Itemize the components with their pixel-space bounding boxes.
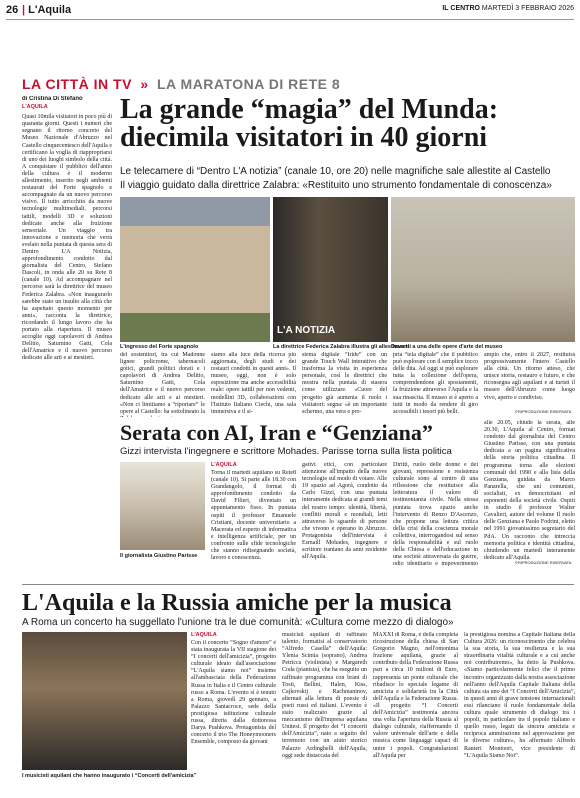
photo-caption-3: Davanti a una delle opere d'arte del museo [391, 344, 503, 350]
article1-headline [120, 96, 575, 152]
article1-headline-line1: La grande “magia” del Munda: [120, 94, 499, 125]
article3-column-2: musicisti aquilani di raffinato talento, formatisi al conservatorio “Alfredo Casella” dell'Aquila: Ylenia Scimia (soprano), Andrea Petricca (violinista) e Margareth Coda (pianista), che ha eseguito un raffinato programma con brani di Tosti, Bellini, Halen, Kiss, Cajkovskij e Rachmaninov, alternati alla lettura di poesie di poeti russi ed italiani. L'evento è stato realizzato grazie al meccanismo dell'impresa aquilana Unitest. Il progetto dei “I concerti dell'Amicizia”, nato a seguito del terremoto con un aiuto storico Palazzo Ardinghelli dell'Aquila, oggi sede distaccata del [282, 632, 367, 759]
newspaper-brand [442, 5, 574, 12]
section-marker: | [22, 4, 26, 16]
article2-headline: Serata con AI, Iran e “Genziana” [120, 420, 433, 445]
issue-date: MARTEDÌ 3 FEBBRAIO 2026 [481, 5, 574, 12]
article3-column-3: MAXXI di Roma, è della completa ricostruzione della chiesa di San Gregorio Magno, nell'omonima frazione aquilana, grazie al contributo della Federazione Russa pari a circa 10 milioni di Euro, rappresenta un ponte culturale che ribadisce lo speciale legame di amicizia e solidarietà tra la Città dell'Aquila e la Federazione Russa. «Il progetto “I Concerti dell'Amicizia” testimonia ancora una volta l'apertura della Russia al dialogo culturale, riaffermando il valore universale dell'arte e della musica come linguaggi capaci di unire i popoli. Congratulazioni all'Aquila per [373, 632, 458, 759]
article2-copyright: ©RIPRODUZIONE RISERVATA [515, 560, 572, 565]
place-tag [22, 104, 112, 111]
article1-deck-1: Le telecamere di “Dentro L'A notizia” (canale 10, ore 20) nelle magnifiche sale allestite al Castello [120, 166, 551, 177]
article3-deck: A Roma un concerto ha suggellato l'unione tra le due comunità: «Cultura come mezzo di dialogo» [22, 617, 454, 628]
section-kicker [22, 76, 340, 92]
photo-director-gallery [273, 197, 388, 342]
photo-journalist [120, 462, 205, 550]
article3-column-1: Con il concerto “Sogno d'amore” è stata inaugurata la VII stagione dei “I concerti dell'amicizia”, progetto culturale ideato dall'associazione “L'Aquila siamo noi” insieme all'ambasciata della Federazione Russa in Italia e il Centro culturale russo a Roma. L'evento si è tenuto a Roma, giovedì 29 gennaio, a Palazzo Santacroce, sede della prestigiosa istituzione culturale russa, diretta dalla dottoressa Darya Pushkova. Protagonista del concerto il trio The Honeymooners Ensemble, composto da giovani [191, 640, 276, 746]
article3-column-4: la prestigiosa nomina a Capitale Italiana della Cultura 2026: un riconoscimento che celebra la sua storia, la sua resilienza e la sua straordinaria vitalità culturale e a cui anche noi contribuiremo», ha detto la Pushkova. «Siamo particolarmente felici che il primo incontro organizzato dalla nostra associazione nell'anno dell'Aquila Capitale Italiana della cultura sia uno dei “I Concerti dell'Amicizia”, in questi anni di grave tensione internazionali essi rilanciano il ruolo fondamentale della cultura quale strumento di dialogo tra i popoli, in particolare tra il popolo italiano e quello russo, legati da sincera amicizia e reciproca ammirazione nel approvazione per le diverse culture», ha affermato Alfredo Ranieri Montoori, vice presidente di “L'Aquila Siamo Noi”. [464, 632, 575, 759]
article2-deck: Gizzi intervista l'ingegnere e scrittore Mohades. Parisse torna sulla lista politica [120, 446, 452, 457]
article2-column-1: Torna il martedì aquilano su Rete8 (canale 10). Si parte alle 18.30 con Grandangolo, il format di approfondimento condotto da David Filieri, diventato un appuntamento fisso. In puntata ospiti il professor Emanuele Cristiani, docente universitario a Macerata ed esperto di informatica e intelligenza artificiale, per un confronto sulle sfide tecnologiche che stanno ridisegnando società, lavoro e conoscenza. [211, 470, 296, 562]
lead-column-text: Quasi 10mila visitatori in poco più di quaranta giorni. Questi i numeri che segnano il ritorno concreto del Museo Nazionale d'Abruzzo nel Castello cinquecentesco dell'Aquila e certificano la voglia di riappropriarsi di uno dei luoghi simbolo della città. A conquistare il pubblico dell'anno della cultura è il moderno allestimento, inserito negli ambienti restaurati del Forte spagnolo e accompagnato da un nuovo percorso visivo. Il tutto arricchito da nuove tecnologie multimediali, percorsi tattili, modelli 3D e soluzioni dedicate anche alla fruizione sensoriale. Un viaggio tra innovazione e memoria che verrà svelato nella puntata di questa sera di Dentro L'A Notizia, approfondimento condotto dal giornalista del Centro, Stefano Dascoli, in onda alle 20 su Rete 8 (canale 10). Ad accompagnare nel percorso sarà la direttrice del museo Federica Zalabra. «Non inaugurarlo sarebbe stato un insulto alla città che ha aspettato questo momento per anni», racconta la direttrice, ricordando il lungo lavoro che ha portato alla riapertura. Il museo accoglie oggi capolavori di Andrea Delitio, Saturnino Gatti, Cola dell'Amatrice e il nuovo percorso dedicato alle arti e ai mestieri. [22, 114, 112, 362]
page-number: 26 [6, 4, 19, 16]
article2-photo-caption: Il giornalista Giustino Parisse [120, 553, 198, 559]
article3-headline: L'Aquila e la Russia amiche per la musica [22, 590, 452, 616]
article2-place-tag [211, 462, 237, 468]
lead-column [22, 96, 112, 644]
section-title [22, 4, 71, 16]
header-rule [6, 19, 574, 20]
article1-column-1: dei sostenitori, tra cui Madonne lignee policrome, tabernacoli gotici, grandi politici dorati e i capolavori di Andrea Delitio, Saturnino Gatti, Cola dell'Amatrice e il nuovo percorso dedicato alle arti e ai mestieri. «Non ci limitiamo a “riportare” le opere al Castello: ha sottolineato la [120, 352, 205, 415]
article3-place-text: L'AQUILA [191, 632, 217, 638]
article1-copyright: ©RIPRODUZIONE RISERVATA [515, 409, 572, 414]
article1-column-4: pria “tela digitale” che il pubblico può esplorare con il semplice tocco delle dita. Ad oggi si può esplorare tutta la collezione dell'opera, comprendendone gli spostamenti, la fruizione attraverso l'Aquila e la sua rinascita. Il museo si è aperto a tutti in modo da rendere di giro accessibili i tesori più belli. [393, 352, 478, 415]
photo-director-artwork [391, 197, 575, 342]
article1-deck-2: Il viaggio guidato dalla direttrice Zalabra: «Restituito uno strumento fondamentale di conoscenza» [120, 180, 552, 191]
article1-column-5: ampio che, entro il 2027, restituirà progressivamente l'intero Castello alla città. Un ritorno atteso, che unisce storia, restauro e futuro, e che riconsegna agli aquilani e ai turisti il museo dell'Abruzzo come luogo vivo, aperto e condiviso. [484, 352, 575, 401]
kicker-part1: LA CITTÀ IN TV [22, 76, 132, 92]
article-divider [22, 584, 574, 585]
photo-caption-1: L'ingresso del Forte spagnolo [120, 344, 199, 350]
photo-caption-2: La direttrice Federica Zalabra illustra gli allestimenti [273, 344, 410, 350]
article3-place-tag [191, 632, 217, 638]
article1-headline-line2: diecimila visitatori in 40 giorni [120, 122, 488, 153]
place-tag-text: L'AQUILA [22, 104, 48, 111]
article1-column-3: stema digitale “Iride” con un grande Touch Wall interattivo che trasforma la visita in esperienza personale, così le direttrici che mostra nella puntata di stasera come utilizzare. «Cuore del progetto già aumenta il ruolo i visitatori: segna: «è un importante schermo, una vera e pro- [302, 352, 387, 415]
article2-column-4: alle 20.05, chiude la serata, alle 20.30, L'Aquila al Centro, format condotto dal giornalista del Centro Giustino Parisse, con una puntata dedicata a un pagina significativa della storia politica cittadina. Il programma torna alle elezioni comunali del 1990 e alla lista della Genziana, guidata da Marco Panarella, che unì comunisti, socialisti, ex democristiani ed esponenti della società civile. Ospiti in studio il professor Walter Cavalieri, autore del volume Il ruolo delle Genziana e Paolo Fodrini, eletto nel 1991 giovanissimo segretario del PdA. Un racconto che intreccia memoria politica e identità cittadina, chiudendo un martedì interamente dedicato all'Aquila. [484, 420, 575, 560]
photo-watermark: L'A NOTIZIA [277, 325, 336, 336]
article2-column-3: Diritti, ruolo delle donne e dei giovani, repressione e resistenza culturale sono al centro di una riflessione che restituisce alla letteratura il valore di testimonianza civile. Nella stessa puntata trova spazio anche l'intervento di Renzo D'Ascenzo, che propone una lettura critica della crisi della coscienza morale collettiva, interrogandosi sul senso della responsabilità e sul ruolo della Chiesa e dell'educazione in una società attraversata da guerre, odio identitario e impoverimento [393, 462, 478, 566]
article3-photo-caption: I musicisti aquilani che hanno inaugurato i “Concerti dell'amicizia” [22, 773, 197, 779]
section-name: L'Aquila [28, 4, 72, 16]
article2-column-2: gativi etici, con particolare attenzione all'impatto della nuove tecnologie sul modo di votare. Alle 19 spazio ad Agorà, condotto da Carlo Gizzi, con una puntata interamente dedicata ai grandi temi del nostro tempo: identità, libertà, conflitti morali e mondiali, letti attraverso lo sguardo di persone che vivono e operano in Abruzzo. Protagonista dell'intervista è Esmaill Mohades, ingegnere e scrittore iraniano da anni residente all'Aquila. [302, 462, 387, 561]
photo-musicians [22, 632, 187, 770]
byline: di Cristina Di Stefano [22, 96, 83, 102]
kicker-part2: LA MARATONA DI RETE 8 [157, 76, 341, 92]
brand-name: IL CENTRO [442, 5, 480, 12]
photo-castle-entrance [120, 197, 270, 342]
article1-column-2: siamo alla luce della ricerca più aggiornata, degli studi e dei restauri condotti in questi anni». Il museo, oggi, non è solo esposizione ma anche accessibilità reale: opere tattili per non vedenti, modellini 3D, collaborazioni con l'Istituto Italiano Ciechi, una sala immersiva e il si- [211, 352, 296, 415]
article2-place-text: L'AQUILA [211, 462, 237, 468]
kicker-separator: » [140, 76, 149, 92]
